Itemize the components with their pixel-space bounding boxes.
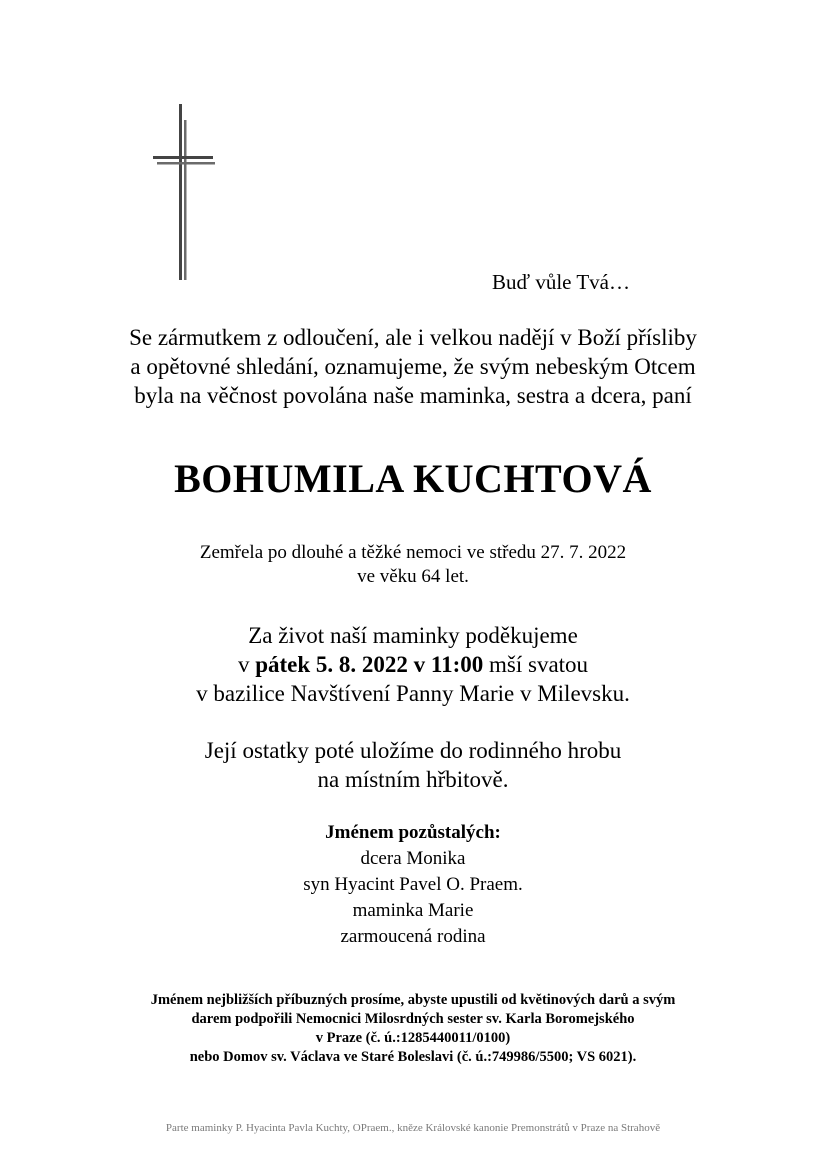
burial-line: Její ostatky poté uložíme do rodinného hrobu <box>204 738 622 763</box>
donation-line: Jménem nejbližších příbuzných prosíme, abyste upustili od květinových darů a svým <box>150 992 676 1008</box>
donation-line: v Praze (č. ú.:1285440011/0100) <box>315 1030 511 1046</box>
cross-horizontal-beam-shadow <box>157 162 215 165</box>
age-line: ve věku 64 let. <box>357 566 469 587</box>
mourner-name: maminka Marie <box>352 900 474 921</box>
mass-prefix: v <box>237 652 256 677</box>
mass-suffix: mší svatou <box>483 652 589 677</box>
motto: Buď vůle Tvá… <box>492 270 631 294</box>
cross-vertical-beam-shadow <box>184 120 187 280</box>
intro-line: a opětovné shledání, oznamujeme, že svým nebeským Otcem <box>130 354 696 379</box>
cross-horizontal-beam <box>153 156 213 159</box>
death-line: Zemřela po dlouhé a těžké nemoci ve středu 27. 7. 2022 <box>199 542 627 563</box>
intro-line: Se zármutkem z odloučení, ale i velkou nadějí v Boží přísliby <box>129 325 697 350</box>
mourner-name: syn Hyacint Pavel O. Praem. <box>303 874 523 895</box>
cross-vertical-beam <box>179 104 182 280</box>
mass-datetime-line <box>0 650 826 679</box>
intro-line: byla na věčnost povolána naše maminka, sestra a dcera, paní <box>134 383 692 408</box>
donation-line: nebo Domov sv. Václava ve Staré Boleslavi (č. ú.:749986/5500; VS 6021). <box>189 1049 637 1065</box>
burial-line: na místním hřbitově. <box>317 767 509 792</box>
mourners-list <box>0 820 826 950</box>
mass-date-time: pátek 5. 8. 2022 v 11:00 <box>255 652 484 677</box>
footer-note: Parte maminky P. Hyacinta Pavla Kuchty, OPraem., kněze Královské kanonie Premonstrátů v Praze na Strahově <box>165 1122 661 1134</box>
deceased-name: BOHUMILA KUCHTOVÁ <box>174 456 652 501</box>
cross-icon <box>150 104 220 284</box>
mass-location: v bazilice Navštívení Panny Marie v Milevsku. <box>196 681 630 706</box>
mourner-name: dcera Monika <box>360 848 466 869</box>
mass-line: Za život naší maminky poděkujeme <box>248 623 578 648</box>
donation-request <box>0 991 826 1067</box>
donation-line: darem podpořili Nemocnici Milosrdných sester sv. Karla Boromejského <box>191 1011 635 1027</box>
mourner-name: zarmoucená rodina <box>340 926 486 947</box>
burial-info <box>0 736 826 794</box>
mass-info <box>0 621 826 708</box>
mourners-heading: Jménem pozůstalých: <box>325 822 501 843</box>
intro-paragraph <box>0 323 826 410</box>
death-info <box>0 541 826 589</box>
